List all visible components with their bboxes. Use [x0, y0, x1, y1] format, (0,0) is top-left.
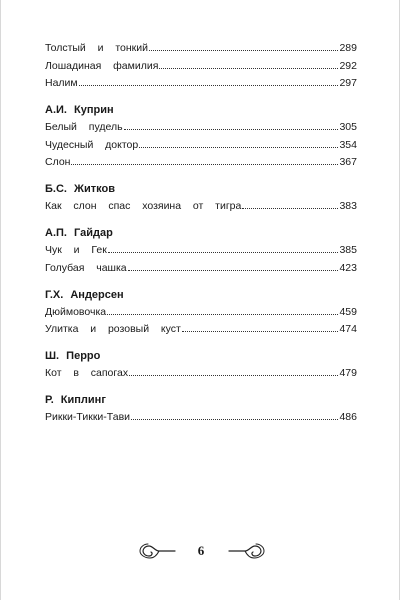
toc-entry-title: Налим: [45, 77, 78, 89]
toc-entry[interactable]: [45, 321, 357, 339]
toc-leader-dots: [131, 419, 338, 420]
toc-entry-page: 474: [339, 323, 357, 335]
toc-entry-title: Чук и Гек: [45, 244, 107, 256]
toc-leader-dots: [107, 314, 338, 315]
toc-leader-dots: [79, 85, 339, 86]
toc-entry-title: Кот в сапогах: [45, 367, 129, 379]
toc-leader-dots: [159, 68, 338, 69]
toc-entry-title: Белый пудель: [45, 121, 123, 133]
toc-entry[interactable]: [45, 365, 357, 383]
page-number: 6: [197, 543, 205, 558]
toc-leader-dots: [242, 208, 338, 209]
toc-entry[interactable]: [45, 40, 357, 58]
toc-leader-dots: [182, 331, 339, 332]
toc-entry-page: 305: [339, 121, 357, 133]
toc-entry-page: 385: [339, 244, 357, 256]
toc-entry-title: Лошадиная фамилия: [45, 59, 159, 72]
toc-entry-title: Улитка и розовый куст: [45, 323, 181, 335]
toc-entry-page: 486: [339, 411, 357, 423]
toc-entry-title: Чудесный доктор: [45, 138, 139, 151]
toc-entry-page: 479: [339, 367, 357, 379]
toc-entry[interactable]: [45, 119, 357, 137]
table-of-contents: [45, 40, 357, 427]
toc-entry[interactable]: [45, 154, 357, 172]
toc-leader-dots: [129, 375, 338, 376]
toc-entry[interactable]: [45, 75, 357, 93]
toc-entry[interactable]: [45, 260, 357, 278]
toc-entry[interactable]: [45, 409, 357, 427]
toc-leader-dots: [139, 147, 338, 148]
toc-leader-dots: [71, 164, 338, 165]
page-footer: [1, 540, 400, 564]
toc-entry[interactable]: [45, 198, 357, 216]
toc-entry-title: Дюймовочка: [45, 305, 107, 318]
author-heading-gaidar: А.П. Гайдар: [45, 227, 113, 239]
toc-entry-page: 423: [339, 261, 357, 274]
toc-entry-title: Толстый и тонкий: [45, 42, 148, 54]
author-heading-perrault: Ш. Перро: [45, 350, 101, 362]
toc-entry-page: 292: [339, 59, 357, 72]
toc-entry-title: Голубая чашка: [45, 261, 127, 274]
flourish-right-icon: [227, 540, 267, 567]
toc-entry-page: 289: [339, 42, 357, 54]
toc-entry-title: Слон: [45, 156, 71, 168]
toc-entry-page: 354: [339, 138, 357, 151]
author-heading-zhitkov: Б.С. Житков: [45, 183, 115, 195]
toc-leader-dots: [149, 50, 338, 51]
toc-entry-page: 297: [339, 77, 357, 89]
toc-leader-dots: [128, 270, 339, 271]
toc-leader-dots: [124, 129, 339, 130]
author-heading-kipling: Р. Киплинг: [45, 394, 106, 406]
toc-entry-page: 383: [339, 200, 357, 212]
toc-entry-title: Рикки-Тикки-Тави: [45, 411, 131, 423]
author-heading-kuprin: А.И. Куприн: [45, 104, 114, 116]
toc-entry-page: 459: [339, 305, 357, 318]
author-heading-andersen: Г.Х. Андерсен: [45, 288, 124, 301]
toc-entry[interactable]: [45, 58, 357, 76]
toc-leader-dots: [108, 252, 339, 253]
flourish-left-icon: [137, 540, 177, 567]
toc-entry-title: Как слон спас хозяина от тигра: [45, 200, 242, 212]
toc-entry[interactable]: [45, 242, 357, 260]
toc-entry-page: 367: [339, 156, 357, 168]
toc-entry[interactable]: [45, 304, 357, 322]
toc-entry[interactable]: [45, 137, 357, 155]
